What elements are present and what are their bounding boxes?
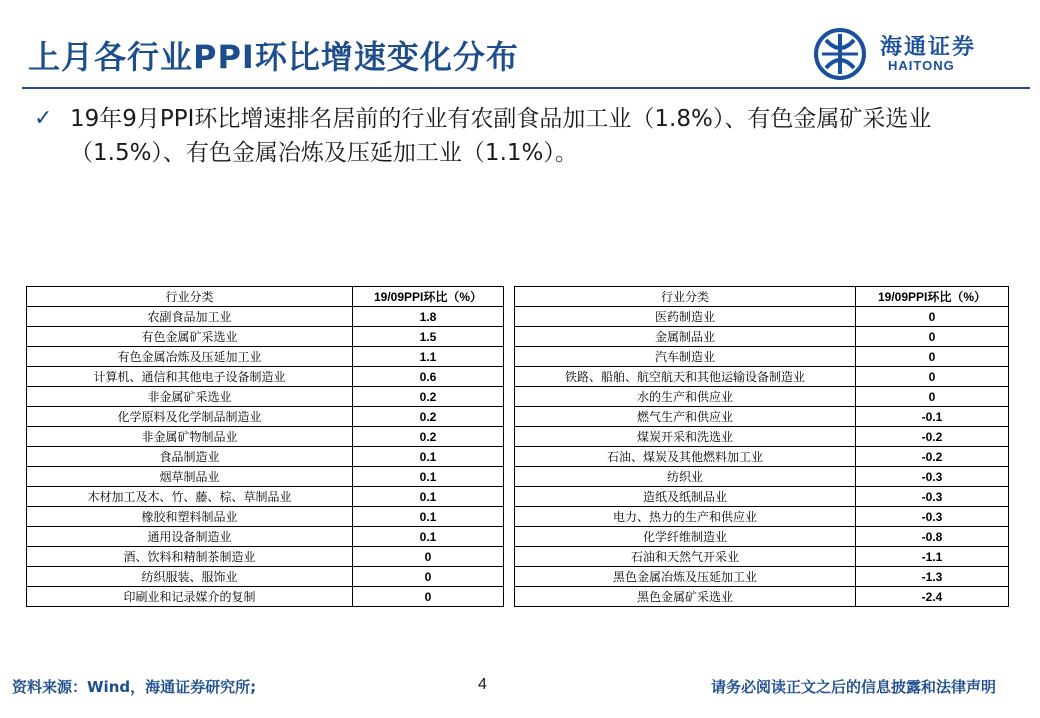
ppi-value-cell: 1.5: [353, 327, 504, 347]
table-row: [515, 427, 1009, 447]
ppi-value-cell: 0: [856, 367, 1009, 387]
industry-name-cell: 燃气生产和供应业: [515, 407, 856, 427]
ppi-value-cell: 0: [856, 327, 1009, 347]
industry-name-cell: 化学原料及化学制品制造业: [27, 407, 353, 427]
table-row: [27, 327, 504, 347]
table-row: [515, 467, 1009, 487]
ppi-value-cell: 0.1: [353, 447, 504, 467]
title-divider: [22, 87, 1030, 89]
industry-name-cell: 铁路、船舶、航空航天和其他运输设备制造业: [515, 367, 856, 387]
table-row: [27, 447, 504, 467]
industry-name-cell: 煤炭开采和洗选业: [515, 427, 856, 447]
ppi-value-cell: 0: [353, 587, 504, 607]
industry-name-cell: 造纸及纸制品业: [515, 487, 856, 507]
table-row: [27, 407, 504, 427]
industry-name-cell: 非金属矿物制品业: [27, 427, 353, 447]
industry-name-cell: 计算机、通信和其他电子设备制造业: [27, 367, 353, 387]
header-ppi-mom: 19/09PPI环比（%）: [856, 287, 1009, 307]
industry-name-cell: 有色金属冶炼及压延加工业: [27, 347, 353, 367]
table-row: [515, 547, 1009, 567]
ppi-value-cell: 1.1: [353, 347, 504, 367]
table-row: [515, 347, 1009, 367]
industry-name-cell: 化学纤维制造业: [515, 527, 856, 547]
footer-source: 资料来源：Wind，海通证券研究所;: [12, 678, 257, 696]
ppi-value-cell: -1.1: [856, 547, 1009, 567]
industry-name-cell: 黑色金属矿采选业: [515, 587, 856, 607]
table-row: [515, 507, 1009, 527]
table-row: [27, 587, 504, 607]
table-row: [515, 487, 1009, 507]
ppi-value-cell: 0.1: [353, 467, 504, 487]
industry-name-cell: 印刷业和记录媒介的复制: [27, 587, 353, 607]
industry-name-cell: 烟草制品业: [27, 467, 353, 487]
industry-name-cell: 石油和天然气开采业: [515, 547, 856, 567]
ppi-table-right: [514, 286, 1009, 607]
footer-disclaimer: 请务必阅读正文之后的信息披露和法律声明: [710, 678, 996, 696]
industry-name-cell: 纺织服装、服饰业: [27, 567, 353, 587]
table-row: [27, 367, 504, 387]
industry-name-cell: 通用设备制造业: [27, 527, 353, 547]
ppi-value-cell: -2.4: [856, 587, 1009, 607]
ppi-value-cell: -0.3: [856, 487, 1009, 507]
table-row: [515, 367, 1009, 387]
table-row: [515, 307, 1009, 327]
ppi-value-cell: 0: [353, 547, 504, 567]
table-row: [27, 467, 504, 487]
industry-name-cell: 电力、热力的生产和供应业: [515, 507, 856, 527]
ppi-value-cell: 0: [353, 567, 504, 587]
ppi-value-cell: 0: [856, 387, 1009, 407]
ppi-value-cell: -0.2: [856, 427, 1009, 447]
industry-name-cell: 水的生产和供应业: [515, 387, 856, 407]
ppi-table-left: [26, 286, 504, 607]
ppi-value-cell: 0.2: [353, 407, 504, 427]
industry-name-cell: 有色金属矿采选业: [27, 327, 353, 347]
table-row: [515, 407, 1009, 427]
ppi-value-cell: 0.6: [353, 367, 504, 387]
table-header-row: [515, 287, 1009, 307]
ppi-value-cell: 0: [856, 347, 1009, 367]
table-row: [27, 427, 504, 447]
page-title: 上月各行业PPI环比增速变化分布: [28, 38, 519, 76]
industry-name-cell: 橡胶和塑料制品业: [27, 507, 353, 527]
table-row: [27, 487, 504, 507]
ppi-value-cell: -1.3: [856, 567, 1009, 587]
logo-text-en: HAITONG: [888, 58, 955, 73]
industry-name-cell: 非金属矿采选业: [27, 387, 353, 407]
industry-name-cell: 木材加工及木、竹、藤、棕、草制品业: [27, 487, 353, 507]
table-row: [27, 507, 504, 527]
company-logo: [812, 26, 1012, 82]
logo-text-cn: 海通证券: [880, 34, 977, 60]
table-header-row: [27, 287, 504, 307]
ppi-value-cell: -0.3: [856, 467, 1009, 487]
ppi-value-cell: 0.2: [353, 387, 504, 407]
table-row: [27, 387, 504, 407]
ppi-value-cell: 0.1: [353, 507, 504, 527]
ppi-value-cell: 1.8: [353, 307, 504, 327]
header-industry: 行业分类: [515, 287, 856, 307]
table-row: [27, 307, 504, 327]
page-number: 4: [478, 676, 487, 693]
table-row: [515, 447, 1009, 467]
table-row: [27, 527, 504, 547]
ppi-value-cell: -0.1: [856, 407, 1009, 427]
table-row: [27, 547, 504, 567]
ppi-value-cell: -0.2: [856, 447, 1009, 467]
ppi-value-cell: 0.2: [353, 427, 504, 447]
header-industry: 行业分类: [27, 287, 353, 307]
industry-name-cell: 石油、煤炭及其他燃料加工业: [515, 447, 856, 467]
table-row: [515, 527, 1009, 547]
ppi-value-cell: 0: [856, 307, 1009, 327]
industry-name-cell: 汽车制造业: [515, 347, 856, 367]
industry-name-cell: 酒、饮料和精制茶制造业: [27, 547, 353, 567]
table-row: [515, 387, 1009, 407]
checkmark-icon: ✓: [34, 106, 53, 131]
header-ppi-mom: 19/09PPI环比（%）: [353, 287, 504, 307]
industry-name-cell: 医药制造业: [515, 307, 856, 327]
haitong-logo-icon: [812, 26, 872, 82]
ppi-value-cell: -0.8: [856, 527, 1009, 547]
industry-name-cell: 黑色金属冶炼及压延加工业: [515, 567, 856, 587]
table-row: [515, 567, 1009, 587]
ppi-value-cell: -0.3: [856, 507, 1009, 527]
industry-name-cell: 金属制品业: [515, 327, 856, 347]
table-row: [27, 347, 504, 367]
table-row: [515, 587, 1009, 607]
industry-name-cell: 纺织业: [515, 467, 856, 487]
table-row: [515, 327, 1009, 347]
ppi-value-cell: 0.1: [353, 527, 504, 547]
table-row: [27, 567, 504, 587]
industry-name-cell: 农副食品加工业: [27, 307, 353, 327]
ppi-value-cell: 0.1: [353, 487, 504, 507]
summary-text: 19年9月PPI环比增速排名居前的行业有农副食品加工业（1.8%）、有色金属矿采选业（1.5%）、有色金属冶炼及压延加工业（1.1%）。: [70, 106, 932, 166]
industry-name-cell: 食品制造业: [27, 447, 353, 467]
summary-bullet: [34, 102, 1004, 170]
